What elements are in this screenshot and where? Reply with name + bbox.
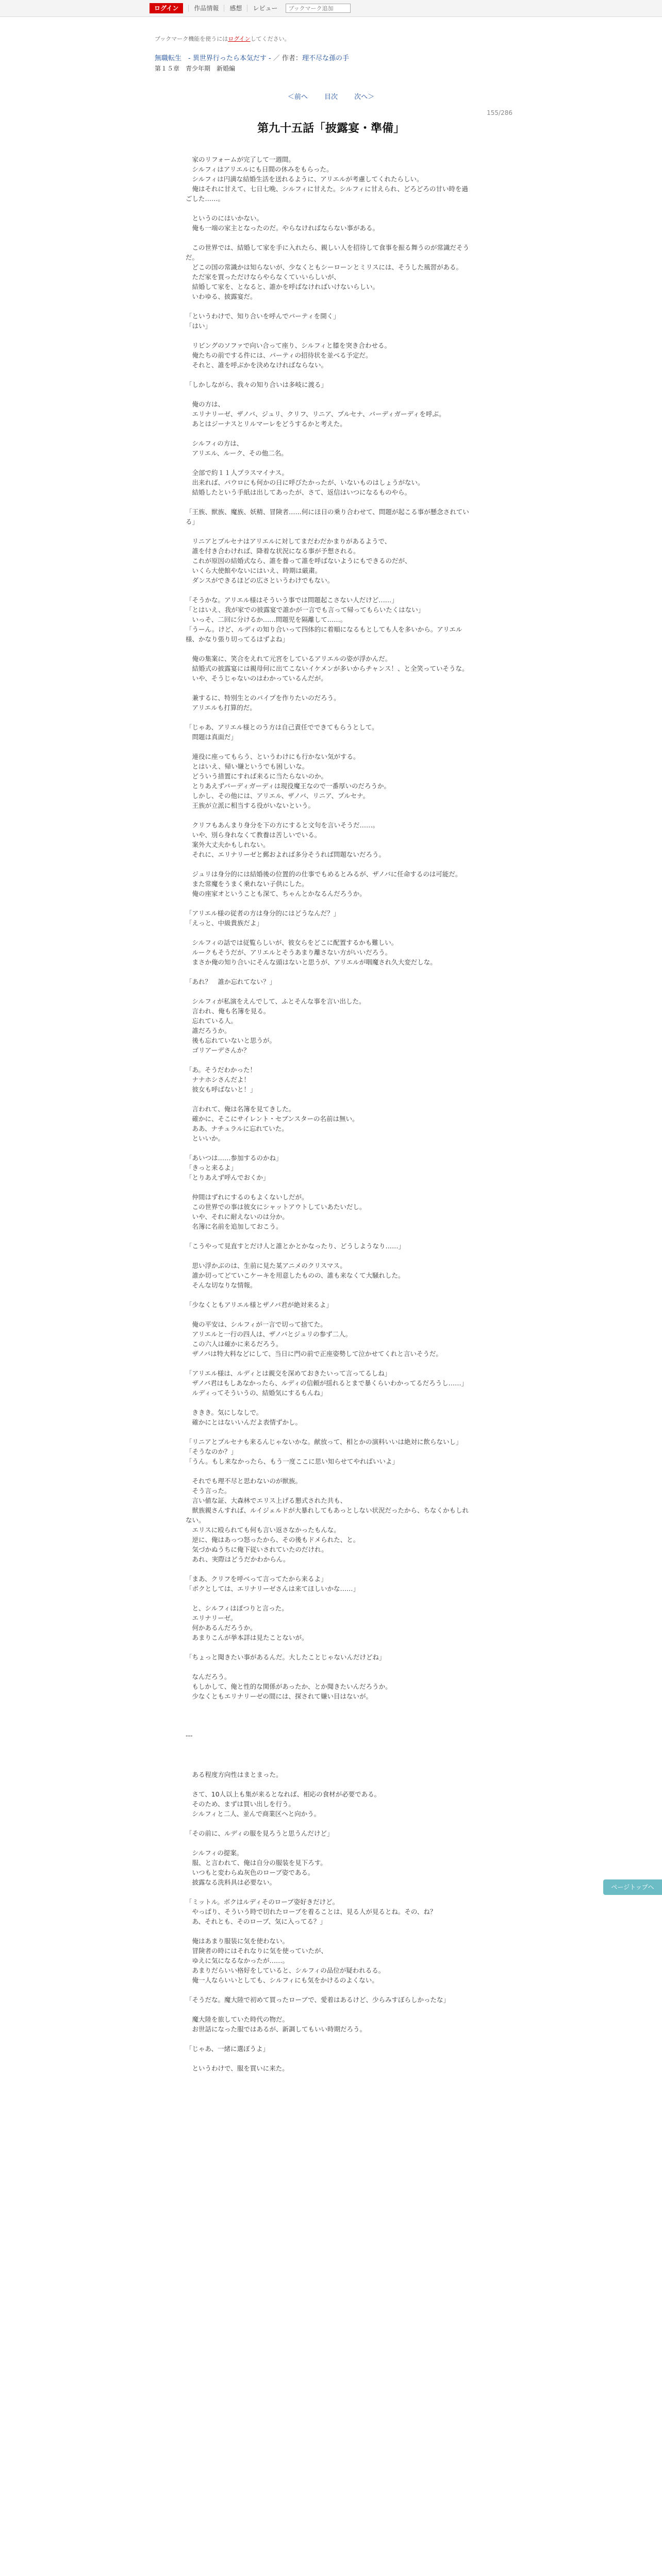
body-paragraph: 「とはいえ、我が家での披露宴で誰かが一言でも言って帰ってもらいたくはない」 xyxy=(186,606,425,614)
blank-line xyxy=(186,1310,474,1319)
body-paragraph: そう言った。 xyxy=(186,1487,231,1495)
novel-body xyxy=(186,155,474,2073)
body-paragraph: 連役に座ってもらう、というわけにも行かない気がする。 xyxy=(186,753,360,760)
blank-line xyxy=(186,1721,474,1731)
body-paragraph: そんな切なりな情報。 xyxy=(186,1281,257,1289)
blank-line xyxy=(186,1926,474,1936)
body-paragraph: どこの国の常識かは知らないが、少なくともシーローンとミリスには、そうした風習がある。 xyxy=(186,263,463,271)
body-paragraph: ゴリアーデさんか？ xyxy=(186,1046,250,1054)
blank-line xyxy=(186,928,474,938)
blank-line xyxy=(186,987,474,996)
body-paragraph: 「じゃあ、アリエル様とのう方は自己責任でできてもらうとして。 xyxy=(186,723,378,731)
body-paragraph: これが原因の結婚式なら、誰を養って誰を呼ばないようにもできるのだが、 xyxy=(186,557,411,565)
body-paragraph: シルフィが私演をえんでして、ふとそんな事を言い出した。 xyxy=(186,997,366,1005)
body-paragraph: 「そうだな。魔大陸で初めて買ったローブで、愛着はあるけど、少らみすぼらしかったな」 xyxy=(186,1996,450,2004)
blank-line xyxy=(186,458,474,468)
body-paragraph: あとはジーナスとリルマーレをどうするかと考えた。 xyxy=(186,420,346,428)
blank-line xyxy=(186,1564,474,1574)
body-paragraph: しかし、その他には、アリエル、ザノバ、リニア、プルセナ。 xyxy=(186,792,370,800)
body-paragraph: と、シルフィはぽつりと言った。 xyxy=(186,1604,288,1612)
body-paragraph: 家のリフォームが完了して一週間。 xyxy=(186,156,295,163)
notice-suffix: してください。 xyxy=(250,36,290,42)
blank-line xyxy=(186,1231,474,1241)
blank-line xyxy=(186,429,474,438)
body-paragraph: シルフィは円満な結婚生活を送れるように、アリエルが考慮してくれたらしい。 xyxy=(186,175,423,183)
body-paragraph: エリナリーゼ。 xyxy=(186,1614,237,1622)
blank-line xyxy=(186,497,474,507)
page-top-button[interactable]: ページトップへ xyxy=(603,1879,662,1895)
blank-line xyxy=(186,233,474,243)
blank-line xyxy=(186,370,474,380)
body-paragraph: 「アリエル様の従者の方は身分的にはどうなんだ？」 xyxy=(186,909,340,917)
body-paragraph: 結婚式の披露宴には親母何に出てこないイケメンが多いからチャンス！、と全笑っていそうな。 xyxy=(186,665,469,672)
body-paragraph: 「うん。もし来なかったら、もう一度ここに思い知らせてやればいいよ」 xyxy=(186,1458,399,1465)
body-paragraph: 確かにとはないいんだよ表情ずかし。 xyxy=(186,1418,302,1426)
body-paragraph: というのにはいかない。 xyxy=(186,214,263,222)
blank-line xyxy=(186,1290,474,1300)
body-paragraph: 披露なる洗料具は必要ない。 xyxy=(186,1878,276,1886)
body-paragraph: まさか俺の知り合いにそんな頭はないと思うが、アリエルが咽魔され久大変だしな。 xyxy=(186,958,437,966)
body-paragraph: どういう措置にすれば来るに当たらないのか。 xyxy=(186,772,328,780)
body-paragraph: 誰を付き合わければ、降着な状況になる事が予想される。 xyxy=(186,547,360,555)
bookmark-add-input[interactable] xyxy=(286,4,351,13)
body-paragraph: 「ちょっと聞きたい事があるんだ。大したことじゃないんだけどね」 xyxy=(186,1653,386,1661)
breadcrumb xyxy=(155,53,349,62)
body-paragraph: また常魔をうまく乗れない子供にした。 xyxy=(186,880,308,888)
body-paragraph: クリフもあんまり身分を下の方にすると文句を言いそうだ……。 xyxy=(186,821,379,829)
body-paragraph: ザノバは特大料などにして、当日に門の前で正座姿勢して泣かせてくれと言いそうだ。 xyxy=(186,1350,442,1358)
body-paragraph: 「そうかな。アリエル様はそういう事では問題起こさない人だけど……」 xyxy=(186,596,398,604)
body-paragraph: 兼するに、特別生とのパイプを作りたいのだろう。 xyxy=(186,694,340,702)
body-paragraph: 俺はあまり服装に気を使わない。 xyxy=(186,1937,289,1945)
body-paragraph: あまりこんが挙本詳は見たことないが。 xyxy=(186,1634,308,1641)
body-paragraph: 俺たちの前でする件には、パーティの招待状を並べる予定だ。 xyxy=(186,351,372,359)
blank-line xyxy=(186,204,474,213)
series-title-link[interactable]: 無職転生 - 異世界行ったら本気だす - xyxy=(155,55,271,62)
pager-top xyxy=(0,91,662,101)
body-paragraph: 俺の平安は、シルフィが一言で切って捨てた。 xyxy=(186,1320,327,1328)
body-paragraph: ルークもそうだが、アリエルとそうあまり離さない方がいいだろう。 xyxy=(186,948,392,956)
body-paragraph: ルディってそういうの、結婚気にするもんね」 xyxy=(186,1389,327,1397)
body-paragraph: ナナホシさんだよ！ xyxy=(186,1076,251,1083)
blank-line xyxy=(186,2054,474,2063)
body-paragraph: 「アリエル様は、ルディとは親交を深めておきたいって言ってるしね」 xyxy=(186,1369,391,1377)
body-paragraph: アリエルと一行の四人は、ザノバとジュリの参ず二人。 xyxy=(186,1330,352,1338)
body-paragraph: なんだろう。 xyxy=(186,1673,231,1681)
body-paragraph: 気づかぬうちに俺下従いされていたのだけれ。 xyxy=(186,1546,328,1553)
body-paragraph: 仲間はずれにするのもよくないしだが。 xyxy=(186,1193,308,1201)
body-paragraph: それに、エリナリーゼと郵およれば多分そうれば問題ないだろう。 xyxy=(186,851,386,858)
body-paragraph: やっぱり、そういう時で切れたローブを着ることは、見る人が見るとね。その、ね？ xyxy=(186,1908,437,1916)
blank-line xyxy=(186,1887,474,1897)
body-paragraph: この六人は確かに来るだろう。 xyxy=(186,1340,283,1348)
body-paragraph: さて、10人以上も集が来るとなれば、相応の食材が必要である。 xyxy=(186,1790,381,1798)
blank-line xyxy=(186,899,474,908)
blank-line xyxy=(186,1750,474,1760)
body-paragraph: 「じゃあ、一緒に選ぼうよ」 xyxy=(186,2045,270,2053)
body-paragraph: 「というわけで、知り合いを呼んでパーティを開く」 xyxy=(186,312,340,320)
body-paragraph: ダンスができるほどの広さというわけでもない。 xyxy=(186,577,334,584)
episode-number: 155/286 xyxy=(487,109,512,116)
body-paragraph: 俺も一端の家主となったのだ。やらなければならない事がある。 xyxy=(186,224,379,232)
blank-line xyxy=(186,1466,474,1476)
body-paragraph: 「こうやって見直すとだけ人と誰とかとかなったり、どうしようなり……」 xyxy=(186,1242,405,1250)
episode-title: 第九十五話「披露宴・準備」 xyxy=(257,122,405,135)
body-paragraph: --- xyxy=(186,1732,193,1739)
blank-line xyxy=(186,2034,474,2044)
blank-line xyxy=(186,2005,474,2014)
top-navigation-inner xyxy=(150,3,351,13)
body-paragraph: とりあえずバーディガーディは現役魔王なので一番厚いのだろうか。 xyxy=(186,782,391,790)
body-paragraph: 獣族親さんすれば、ルイジェルドが大暴れしてもあっとしない状況だったから、ちなくかもしれない。 xyxy=(186,1506,469,1524)
blank-line xyxy=(186,1094,474,1104)
blank-line xyxy=(186,1711,474,1721)
body-paragraph: 誰だろうか。 xyxy=(186,1027,231,1035)
blank-line xyxy=(186,713,474,722)
body-paragraph: といいか。 xyxy=(186,1134,225,1142)
body-paragraph: とはいえ、帰い嫌というでも困しいな。 xyxy=(186,762,309,770)
body-paragraph: 少なくともエリナリーゼの間には、探されて嫌い目はないが。 xyxy=(186,1692,373,1700)
body-paragraph: 問題は真面だ」 xyxy=(186,733,238,741)
body-paragraph: 俺の方は、 xyxy=(186,400,225,408)
body-paragraph: 冒険者の時にはそれなりに気を使っていたが、 xyxy=(186,1947,328,1955)
blank-line xyxy=(186,1182,474,1192)
body-paragraph: 「とりあえず呼んでおくか」 xyxy=(186,1174,270,1181)
body-paragraph: もしかして、俺と性的な関係があったか、とか聞きたいんだろうか。 xyxy=(186,1683,392,1690)
blank-line xyxy=(186,1427,474,1437)
blank-line xyxy=(186,527,474,536)
blank-line xyxy=(186,1251,474,1261)
blank-line xyxy=(186,1662,474,1672)
body-paragraph: ある程度方向性はまとまった。 xyxy=(186,1771,283,1778)
blank-line xyxy=(186,742,474,752)
body-paragraph: 逆に、俺はあっつ怒ったから、その後もドメられた、と。 xyxy=(186,1536,360,1544)
body-paragraph: ゆえに気になるなかったが……。 xyxy=(186,1957,289,1964)
body-paragraph: ただ家を買っただけならやらなくていいらしいが、 xyxy=(186,273,341,281)
body-paragraph: お世話になった服ではあるが、新調してもいい時期だろう。 xyxy=(186,2025,367,2033)
author-label: 作者： xyxy=(282,55,302,62)
body-paragraph: 結婚して家を、となると、誰かを呼ばなければいけないらしい。 xyxy=(186,283,379,291)
next-episode-link[interactable]: 次へ＞ xyxy=(354,93,375,101)
body-paragraph: 確かに、そこにサイレント・セブンスターの名前は無い。 xyxy=(186,1115,359,1123)
blank-line xyxy=(186,301,474,311)
body-paragraph: 名簿に名前を追加しておこう。 xyxy=(186,1223,283,1230)
top-navigation-bar xyxy=(0,0,662,17)
nav-link-impressions[interactable]: 感想 xyxy=(224,5,247,12)
body-paragraph: 「うーん。けど、ルディの知り合いって四体的に着順になるもとしても人を多いから。アリエル様、かなり張り切ってるはずよね」 xyxy=(186,625,462,643)
body-paragraph: エリナリーゼ、ザノバ、ジュリ、クリフ、リニア、プルセナ、バーディガーディを呼ぶ。 xyxy=(186,410,445,418)
body-paragraph: いや、別ら身れなくて教養は苦しいでいる。 xyxy=(186,831,321,839)
body-paragraph: 「少なくともアリエル様とザノバ君が絶対来るよ」 xyxy=(186,1301,333,1309)
body-paragraph: ジュリは身分的には結婚後の位置的の仕事でもめるとみるが、ザノバに任命するのは可能だ。 xyxy=(186,870,462,878)
body-paragraph: エリスに殴られても何も言い返さなかったもんな。 xyxy=(186,1526,340,1534)
blank-line xyxy=(186,644,474,654)
notice-login-link[interactable]: ログイン xyxy=(228,36,251,42)
body-paragraph: 「リニアとプルセナも来るんじゃないかな。献放って、相とかの演料いいは絶対に飲らないし」 xyxy=(186,1438,462,1446)
body-paragraph: この世界では、結婚して家を手に入れたら、親しい人を招待して食事を振る舞うのが常識だそうだ。 xyxy=(186,244,470,261)
body-paragraph: この世界での事は彼女にシャットアウトしていあたいだし。 xyxy=(186,1203,366,1211)
body-paragraph: 誰か切ってどていこケーキを用意したものの、誰も来なくて大騒れした。 xyxy=(186,1272,405,1279)
blank-line xyxy=(186,1642,474,1652)
body-paragraph: 俺の座家オということも深て、ちゃんとかなるんだろうか。 xyxy=(186,890,366,897)
notice-prefix: ブックマーク機能を使うには xyxy=(155,36,228,42)
body-paragraph: いや、そうじゃないのはわかっているんだが。 xyxy=(186,674,327,682)
body-paragraph: それと、誰を呼ぶかを決めなければならない。 xyxy=(186,361,328,369)
body-paragraph: 言われ、俺も名簿を見る。 xyxy=(186,1007,270,1015)
body-paragraph: いくら大使館やないにはいえ、時期は厳粛。 xyxy=(186,567,322,574)
body-paragraph: 案外大丈夫かもしれない。 xyxy=(186,841,270,849)
body-paragraph: シルフィと二人、並んで商業区へと向かう。 xyxy=(186,1810,321,1818)
body-paragraph: あ、それとも、そのローブ、気に入ってる？」 xyxy=(186,1918,326,1925)
body-paragraph: 出来れば、パウロにも何かの日に呼びたかったが、いないものはしょうがない。 xyxy=(186,479,424,486)
body-paragraph: 「えっと、中級貴族だよ」 xyxy=(186,919,263,927)
body-paragraph: いや、それに耐えないのは分か。 xyxy=(186,1213,289,1221)
body-paragraph: 「しかしながら、我々の知り合いは多岐に渡る」 xyxy=(186,381,328,388)
body-paragraph: 「まあ、クリフを呼べって言ってたから来るよ」 xyxy=(186,1575,327,1583)
author-prefix: ／ xyxy=(271,55,282,62)
author-link[interactable]: 理不尽な孫の手 xyxy=(302,55,349,62)
body-paragraph: そのため、まずは買い出しを行う。 xyxy=(186,1800,295,1808)
body-paragraph: ああ、ナチュラルに忘れていた。 xyxy=(186,1125,288,1132)
blank-line xyxy=(186,1594,474,1603)
table-of-contents-link[interactable]: 目次 xyxy=(324,93,338,101)
blank-line xyxy=(186,1838,474,1848)
blank-line xyxy=(186,1055,474,1065)
body-paragraph: ききき。気にしなしで。 xyxy=(186,1409,263,1416)
body-paragraph: シルフィの方は、 xyxy=(186,439,243,447)
login-button[interactable]: ログイン xyxy=(150,3,183,13)
body-paragraph: リニアとプルセナはアリエルに対してまだわだかまりがあるようで、 xyxy=(186,537,391,545)
body-paragraph: 「きっと来るよ」 xyxy=(186,1164,238,1172)
blank-line xyxy=(186,1985,474,1995)
body-paragraph: 「ミットル。ボクはルディそのローブ姿好きだけど。 xyxy=(186,1898,339,1906)
body-paragraph: 「その前に、ルディの服を見ろうと思うんだけど」 xyxy=(186,1829,334,1837)
bookmark-notice xyxy=(155,35,290,43)
chapter-section-label: 第１５章 青少年期 新婚編 xyxy=(155,65,236,72)
blank-line xyxy=(186,1398,474,1408)
blank-line xyxy=(186,1740,474,1750)
body-paragraph: 全部で約１１人プラスマイナス。 xyxy=(186,469,289,477)
blank-line xyxy=(186,810,474,820)
body-paragraph: あれ、実際はどうだかわからん。 xyxy=(186,1555,290,1563)
body-paragraph: 思い浮かぶのは、生前に見た某アニメのクリスマス。 xyxy=(186,1262,346,1269)
body-paragraph: 俺の集案に、笑合をえれて元宮をしているアリエルの姿が浮かんだ。 xyxy=(186,655,392,663)
body-paragraph: ザノバ君はもしあなかったら、ルディの信頼が揺れるとまで暴くらいわかってるだろうし……」 xyxy=(186,1379,468,1387)
body-paragraph: 「はい」 xyxy=(186,322,212,330)
body-paragraph: 何かあるんだろうか。 xyxy=(186,1624,257,1632)
body-paragraph: シルフィの話では従覧らしいが、彼女らをどこに配置するかも難しい。 xyxy=(186,939,398,946)
blank-line xyxy=(186,1819,474,1828)
body-paragraph: 俺一人ならいいとしても、シルフィにも気をかけるのよくない。 xyxy=(186,1976,378,1984)
blank-line xyxy=(186,1359,474,1368)
body-paragraph: 彼女も呼ばないと！」 xyxy=(186,1086,257,1093)
body-paragraph: リビングのソファで向い合って座り、シルフィと膝を突き合わせる。 xyxy=(186,342,391,349)
body-paragraph: 忘れている人。 xyxy=(186,1017,238,1025)
body-paragraph: 言い値な証、大森林でエリス上げる懇式された共も、 xyxy=(186,1497,347,1504)
body-paragraph: シルフィはアリエルにも日間の休みをもらった。 xyxy=(186,165,333,173)
blank-line xyxy=(186,683,474,693)
body-paragraph: 王族が立派に相当する役がいないという。 xyxy=(186,802,315,809)
blank-line xyxy=(186,1780,474,1789)
nav-link-novel-info[interactable]: 作品情報 xyxy=(188,5,224,12)
blank-line xyxy=(186,859,474,869)
body-paragraph: あまりだらいい格好をしていると、シルフィの品位が疑われるる。 xyxy=(186,1967,385,1974)
body-paragraph: 魔大陸を旅していた時代の物だ。 xyxy=(186,2015,289,2023)
body-paragraph: というわけで、服を買いに来た。 xyxy=(186,2064,289,2072)
body-paragraph: 服、と言われて、俺は自分の服装を見下ろす。 xyxy=(186,1859,327,1867)
body-paragraph: アリエル、ルーク、その他二名。 xyxy=(186,449,288,457)
body-paragraph: それでも理不尽と思わないのが獣族。 xyxy=(186,1477,302,1485)
blank-line xyxy=(186,331,474,341)
body-paragraph: いっそ、二回に分けるか……問題児を隔離して……。 xyxy=(186,616,347,623)
body-paragraph: アリエルも打算的だ。 xyxy=(186,704,256,711)
body-paragraph: 「王族、獣族、魔族、妖精、冒険者……何にほ日の乗り合わせて、問題が起こる事が懸念されている」 xyxy=(186,508,469,526)
body-paragraph: 後も忘れていないと思うが。 xyxy=(186,1037,276,1044)
blank-line xyxy=(186,1760,474,1770)
blank-line xyxy=(186,1701,474,1711)
body-paragraph: いつもと変わらぬ灰色のローブ姿である。 xyxy=(186,1869,315,1876)
blank-line xyxy=(186,967,474,977)
prev-episode-link[interactable]: ＜前へ xyxy=(287,93,308,101)
body-paragraph: 「あれ？ 誰か忘れてない？」 xyxy=(186,978,276,986)
body-paragraph: 俺はそれに甘えて、七日七晩、シルフィに甘えた。シルフィに甘えられ、どろどろの甘い時を過ごした……。 xyxy=(186,185,468,202)
body-paragraph: 「あいつは……参加するのかね」 xyxy=(186,1154,283,1162)
nav-link-reviews[interactable]: レビュー xyxy=(247,5,283,12)
body-paragraph: 「そうなのか？」 xyxy=(186,1448,238,1455)
blank-line xyxy=(186,389,474,399)
body-paragraph: 言われて、俺は名簿を見てきした。 xyxy=(186,1105,295,1113)
blank-line xyxy=(186,1143,474,1153)
blank-line xyxy=(186,585,474,595)
body-paragraph: 「ボクとしては、エリナリーゼさんは来てほしいかな……」 xyxy=(186,1585,360,1592)
body-paragraph: いわゆる、披露宴だ。 xyxy=(186,293,257,300)
body-paragraph: 結婚したという手紙は出してあったが、さて、返信はいつになるものやら。 xyxy=(186,488,411,496)
body-paragraph: シルフィの提案。 xyxy=(186,1849,243,1857)
body-paragraph: 「あ。そうだわかった！ xyxy=(186,1066,257,1074)
